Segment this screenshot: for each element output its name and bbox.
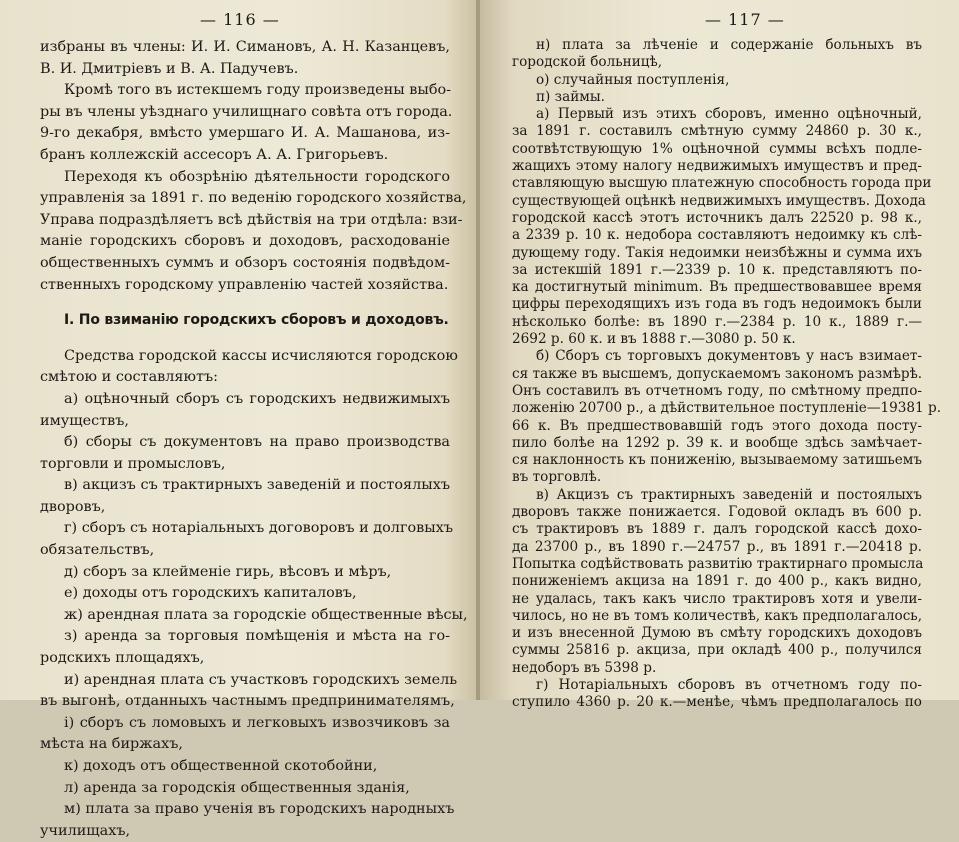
text-line: маніе городскихъ сборовъ и доходовъ, расходованіе	[40, 233, 450, 250]
text-line: и изъ внесенной Думою въ смѣту городскихъ доходовъ	[512, 625, 922, 642]
text-line: избраны въ члены: И. И. Симановъ, А. Н. Казанцевъ,	[40, 39, 450, 55]
text-line: управленія за 1891 г. по веденію городского хозяйства,	[40, 190, 467, 207]
text-line: а 2339 р. 10 к. недобора составляютъ недоимку къ слѣ-	[512, 227, 922, 244]
text-line: Кромѣ того въ истекшемъ году произведены выбо-	[64, 82, 452, 99]
text-line: Онъ составилъ въ отчетномъ году, по смѣтному предпо-	[512, 382, 922, 399]
text-line: обязательствъ,	[40, 542, 155, 559]
text-line: общественныхъ суммъ и обзоръ состоянія подвѣдом-	[40, 254, 450, 271]
text-line: да 23700 р., въ 1890 г.—24757 р., въ 1891 г.—20418 р.	[512, 538, 922, 555]
list-item: е) доходы отъ городскихъ капиталовъ,	[64, 585, 357, 602]
text-line: 66 к. Въ предшествовавшій годъ этого дохода посту-	[512, 417, 922, 434]
list-item: з) аренда за торговыя помѣщенія и мѣста на го-	[64, 628, 450, 645]
text-line: недоборъ въ 5398 р.	[512, 659, 657, 676]
left-page-text	[40, 37, 468, 842]
text-line: родскихъ площадяхъ,	[40, 650, 205, 667]
list-item: к) доходъ отъ общественной скотобойни,	[64, 758, 378, 774]
list-item: и) арендная плата съ участковъ городскихъ земель	[64, 671, 458, 688]
page-number-left: — 116 —	[200, 10, 280, 29]
text-line: дворовъ также понижается. Годовой окладъ въ 600 р.	[512, 504, 922, 521]
text-line: пониженіемъ акциза на 1891 г. до 400 р., какъ видно,	[512, 573, 922, 590]
text-line: ры въ члены уѣзднаго училищнаго совѣта отъ города.	[40, 103, 453, 120]
list-item: г) сборъ съ нотаріальныхъ договоровъ и долговыхъ	[64, 520, 453, 537]
text-line: ся наклонность къ пониженію, вызываемому затишьемъ	[512, 452, 922, 469]
text-line: соотвѣтствующую 1% оцѣночной суммы всѣхъ подле-	[512, 140, 922, 157]
text-line: существующей оцѣнкѣ недвижимыхъ имуществъ. Дохода	[512, 192, 926, 209]
text-line: суммы 25816 р. акциза, при окладѣ 400 р., получился	[512, 642, 922, 659]
text-line: торговли и промысловъ,	[40, 455, 226, 472]
text-line: съ трактировъ въ 1889 г. далъ городской кассѣ дохо-	[512, 521, 922, 538]
text-line: въ выгонѣ, отданныхъ частнымъ предпринимателямъ,	[40, 693, 455, 710]
text-line: за истекшій 1891 г.—2339 р. 10 к. представляютъ по-	[512, 261, 922, 278]
text-line: ложенію 20700 р., а дѣйствительное поступленіе—19381 р.	[512, 400, 942, 417]
text-line: смѣтою и составляютъ:	[40, 369, 218, 386]
text-line: В. И. Дмитріевъ и В. А. Падучевъ.	[40, 60, 299, 77]
text-line: пило болѣе на 1292 р. 39 к. и вообще здѣсь замѣчает-	[512, 434, 922, 451]
text-line: Средства городской кассы исчисляются городскою	[64, 347, 458, 364]
right-page	[480, 0, 959, 711]
text-line: не удалась, такъ какъ число трактировъ хотя и увели-	[512, 590, 922, 607]
right-page-text	[512, 37, 942, 712]
text-line: дующему году. Такія недоимки неизбѣжны и сумма ихъ	[512, 244, 922, 261]
list-item: і) сборъ съ ломовыхъ и легковыхъ извозчиковъ за	[64, 714, 450, 731]
text-line: городской кассѣ этотъ источникъ далъ 22520 р. 98 к.,	[512, 209, 922, 226]
text-line: Управа подраздѣляетъ всѣ дѣйствія на три отдѣла: взи-	[40, 211, 463, 228]
list-item: н) плата за лѣченіе и содержаніе больныхъ въ	[536, 37, 922, 53]
text-line: въ торговлѣ.	[512, 469, 602, 486]
text-line: в) Акцизъ съ трактирныхъ заведеній и постоялыхъ	[536, 486, 922, 503]
text-line: дворовъ,	[40, 498, 106, 515]
list-item: в) акцизъ съ трактирныхъ заведеній и постоялыхъ	[64, 477, 450, 494]
text-line: ступило 4360 р. 20 к.—менѣе, чѣмъ предполагалось по	[512, 694, 922, 711]
section-heading: I. По взиманію городскихъ сборовъ и доходовъ.	[64, 312, 449, 329]
text-line: б) Сборъ съ торговыхъ документовъ у насъ взимает-	[536, 348, 922, 365]
text-line: ставляющую высшую платежную способность города при	[512, 175, 932, 192]
text-line: нѣсколько болѣе: въ 1890 г.—2384 р. 10 к., 1889 г.—	[512, 313, 922, 330]
text-line: 9-го декабря, вмѣсто умершаго И. А. Машанова, из-	[40, 125, 450, 142]
text-line: чилось, но не въ томъ количествѣ, какъ предполагалось,	[512, 607, 923, 624]
list-item: а) оцѣночный сборъ съ городскихъ недвижимыхъ	[64, 390, 450, 407]
text-line: училищахъ,	[40, 822, 131, 839]
list-item: п) займы.	[536, 88, 605, 105]
page-number-right: — 117 —	[705, 10, 785, 29]
list-item: л) аренда за городскія общественныя зданія,	[64, 779, 410, 796]
text-line: жащихъ этому налогу недвижимыхъ имуществъ и пред-	[512, 158, 922, 175]
list-item: д) сборъ за клейменіе гирь, вѣсовъ и мѣръ,	[64, 563, 392, 580]
text-line: ственныхъ городскому управленію частей хозяйства.	[40, 276, 449, 293]
text-line: ка достигнутый minimum. Въ предшествовавшее время	[512, 279, 922, 296]
text-line: бранъ коллежскій ассесоръ А. А. Григорьевъ.	[40, 146, 389, 163]
text-line: 2692 р. 60 к. и въ 1888 г.—3080 р. 50 к.	[512, 331, 796, 348]
text-line: цифры переходящихъ изъ года въ годъ недоимокъ были	[512, 296, 922, 313]
text-line: ся также въ высшемъ, допускаемомъ закономъ размѣрѣ.	[512, 365, 923, 382]
list-item: ж) арендная плата за городскіе общественные вѣсы,	[64, 606, 468, 623]
text-line: мѣста на биржахъ,	[40, 736, 183, 753]
text-line: городской больницѣ,	[512, 54, 663, 71]
text-line: а) Первый изъ этихъ сборовъ, именно оцѣночный,	[536, 106, 922, 123]
text-line: г) Нотаріальныхъ сборовъ въ отчетномъ году по-	[536, 676, 922, 693]
left-page	[0, 0, 478, 839]
text-line: Переходя къ обозрѣнію дѣятельности городского	[64, 168, 450, 185]
list-item: б) сборы съ документовъ на право производства	[64, 434, 450, 451]
text-line: Попытка содѣйствовать развитію трактирнаго промысла	[512, 555, 924, 572]
list-item: о) случайныя поступленія,	[536, 71, 730, 88]
text-line: имуществъ,	[40, 412, 129, 429]
list-item: м) плата за право ученія въ городскихъ народныхъ	[64, 801, 455, 818]
text-line: за 1891 г. составилъ смѣтную сумму 24860 р. 30 к.,	[512, 123, 922, 140]
